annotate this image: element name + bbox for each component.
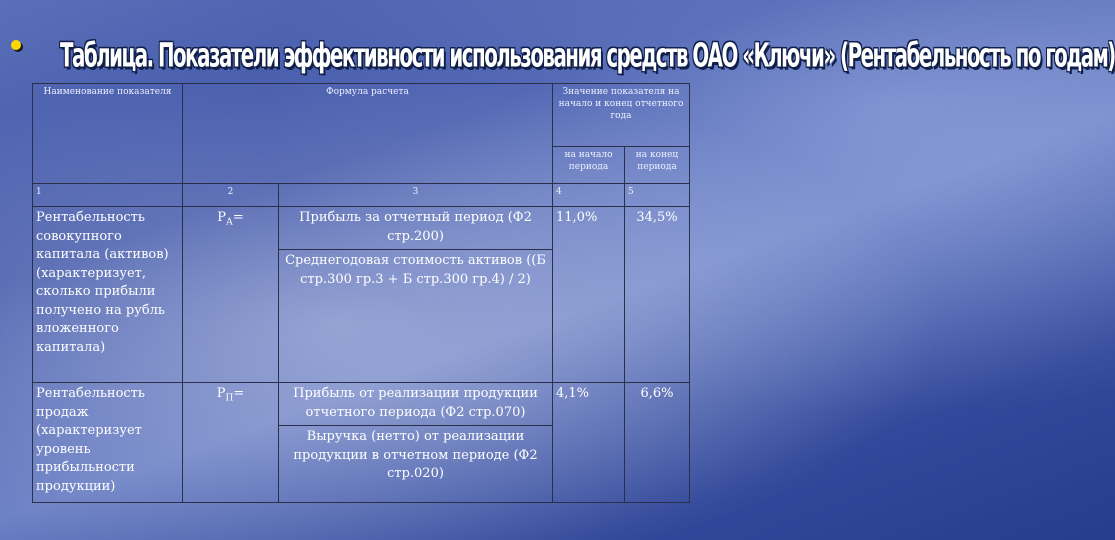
table-row [33,207,690,250]
header-end: на конец периода [625,147,690,184]
row-2-symbol [183,383,279,503]
row-1-start: 11,0% [553,207,625,383]
row-1-symbol-eq: = [232,210,244,225]
row-1-end: 34,5% [625,207,690,383]
col-number-4: 4 [553,184,625,207]
col-number-2: 2 [183,184,279,207]
header-value: Значение показателя на начало и конец отчетного года [553,84,690,147]
col-number-1: 1 [33,184,183,207]
row-2-symbol-eq: = [233,386,245,401]
profitability-table [32,83,690,503]
header-start: на начало периода [553,147,625,184]
col-number-5: 5 [625,184,690,207]
row-2-start: 4,1% [553,383,625,503]
row-1-symbol [183,207,279,383]
row-1-denominator: Среднегодовая стоимость активов ((Б стр.300 гр.3 + Б стр.300 гр.4) / 2) [279,250,553,383]
header-row [33,84,690,147]
row-1-name: Рентабельность совокупного капитала (активов) (характеризует, сколько прибыли получено на рубль вложенного капитала) [33,207,183,383]
row-2-symbol-sub: П [225,393,234,404]
column-number-row [33,184,690,207]
slide-title: Таблица. Показатели эффективности использования средств ОАО «Ключи» (Рентабельность по годам) [60,38,1115,76]
row-2-name: Рентабельность продаж (характеризует уровень прибыльности продукции) [33,383,183,503]
header-name: Наименование показателя [33,84,183,184]
table-row [33,383,690,426]
header-formula: Формула расчета [183,84,553,184]
title-bullet-icon [11,40,21,50]
row-1-symbol-letter: Р [217,210,226,225]
row-2-numerator: Прибыль от реализации продукции отчетного периода (Ф2 стр.070) [279,383,553,426]
col-number-3: 3 [279,184,553,207]
row-2-end: 6,6% [625,383,690,503]
row-2-symbol-letter: Р [216,386,226,401]
row-2-denominator: Выручка (нетто) от реализации продукции в отчетном периоде (Ф2 стр.020) [279,426,553,503]
row-1-symbol-sub: А [226,217,233,228]
row-1-numerator: Прибыль за отчетный период (Ф2 стр.200) [279,207,553,250]
